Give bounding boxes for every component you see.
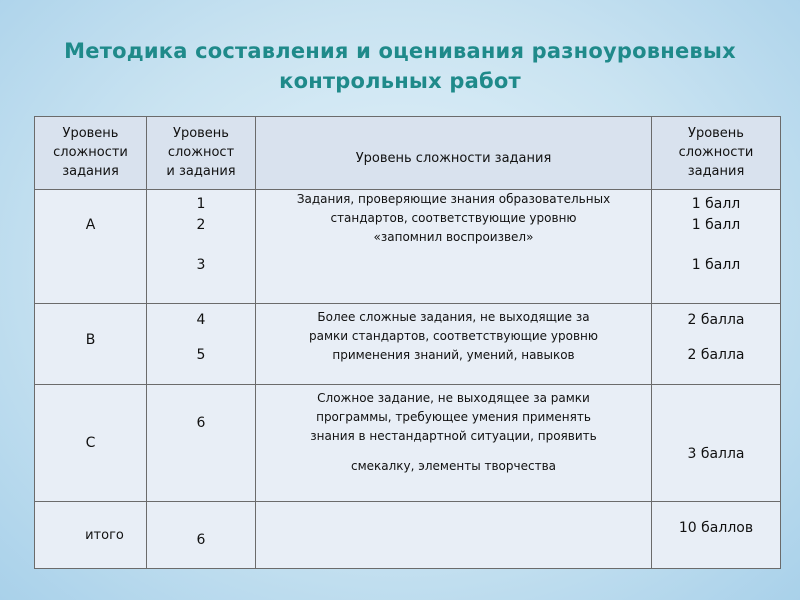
title-line-2: контрольных работ — [279, 69, 521, 93]
points-cell: 3 балла — [652, 385, 781, 502]
description-cell: Более сложные задания, не выходящие за рамки стандартов, соответствующие уровню применения знаний, умений, навыков — [256, 304, 652, 385]
points-cell: 2 балла 2 балла — [652, 304, 781, 385]
total-description-cell — [256, 502, 652, 569]
header-cell-description: Уровень сложности задания — [256, 117, 652, 190]
total-label-cell: итого — [35, 502, 147, 569]
header-cell-level: Уровень сложности задания — [35, 117, 147, 190]
table-row — [35, 385, 781, 502]
table-row — [35, 304, 781, 385]
title-line-1: Методика составления и оценивания разноуровневых — [64, 39, 736, 63]
level-cell: В — [35, 304, 147, 385]
total-points-cell: 10 баллов — [652, 502, 781, 569]
header-cell-points: Уровень сложности задания — [652, 117, 781, 190]
page-title — [0, 36, 800, 96]
total-row — [35, 502, 781, 569]
table-row — [35, 190, 781, 304]
description-cell: Задания, проверяющие знания образовательных стандартов, соответствующие уровню «запомнил воспроизвел» — [256, 190, 652, 304]
header-row — [35, 117, 781, 190]
number-cell: 1 2 3 — [147, 190, 256, 304]
level-cell: А — [35, 190, 147, 304]
number-cell: 4 5 — [147, 304, 256, 385]
header-cell-task-level: Уровень сложност и задания — [147, 117, 256, 190]
points-cell: 1 балл 1 балл 1 балл — [652, 190, 781, 304]
assessment-table — [34, 116, 781, 569]
level-cell: С — [35, 385, 147, 502]
total-count-cell: 6 — [147, 502, 256, 569]
number-cell: 6 — [147, 385, 256, 502]
description-cell: Сложное задание, не выходящее за рамки программы, требующее умения применять знания в нестандартной ситуации, проявить смекалку, элементы творчества — [256, 385, 652, 502]
